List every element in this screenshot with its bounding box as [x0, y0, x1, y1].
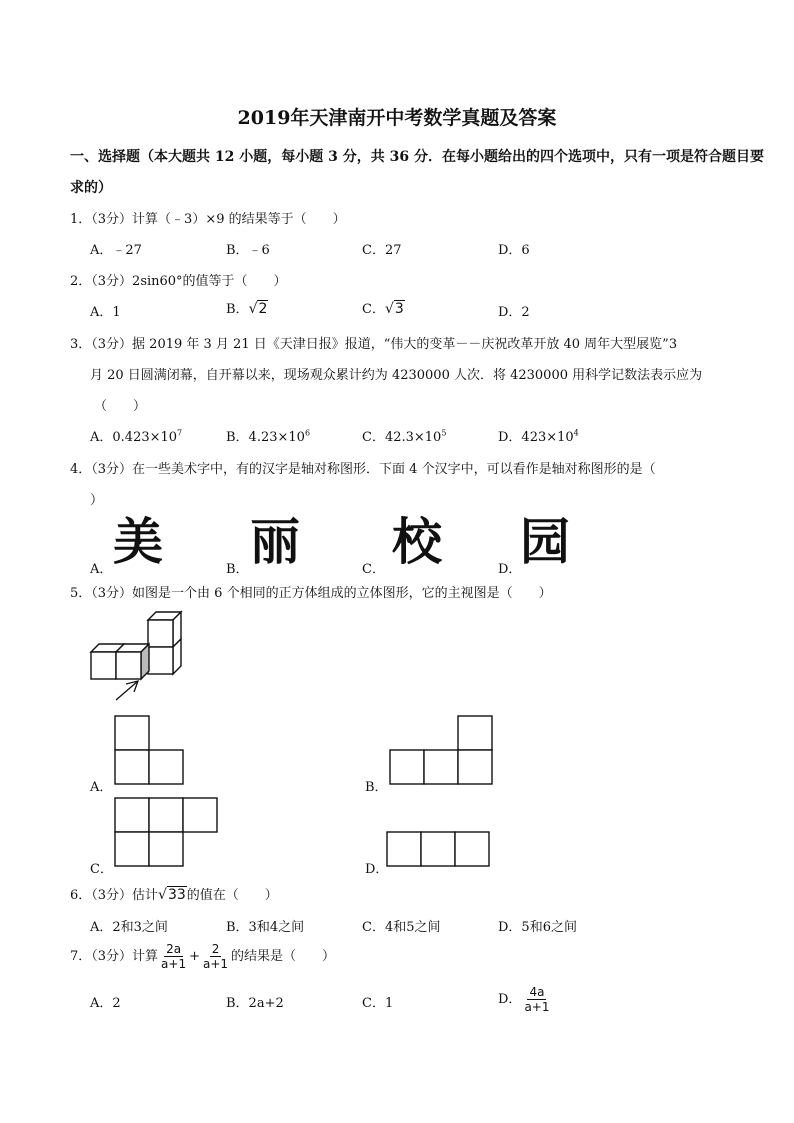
q7-option-d	[498, 985, 552, 1014]
q5-option-d-figure	[387, 832, 492, 868]
page-title: 2019年天津南开中考数学真题及答案	[237, 107, 557, 129]
q5-label-d: D．	[365, 862, 389, 877]
q3-option-d	[498, 426, 579, 445]
question-2-stem: 2．（3分）2sin60°的值等于（ ）	[70, 274, 287, 289]
q1-option-a: A．﹣27	[90, 243, 142, 258]
sqrt-symbol: √3	[384, 301, 404, 317]
q6-option-b: B．3和4之间	[226, 920, 305, 935]
q7-stem-post: 的结果是（ ）	[231, 949, 336, 964]
q3-option-d-exp: 4	[573, 428, 579, 438]
question-7-stem	[70, 942, 335, 971]
q3-option-d-base: D．423×10	[498, 430, 574, 445]
q3-option-a-base: A．0.423×10	[90, 430, 178, 445]
q7-fraction-2	[201, 942, 230, 971]
art-char-b: 丽	[250, 513, 300, 571]
q7-frac2-num: 2	[211, 942, 220, 956]
q3-option-b	[226, 426, 310, 445]
q2-option-c	[362, 298, 405, 317]
q5-label-c: C．	[90, 862, 113, 877]
q3-option-a-exp: 7	[177, 428, 183, 438]
sqrt-symbol: √33	[158, 887, 186, 903]
q3-option-c-base: C．42.3×10	[362, 430, 442, 445]
art-char-a: 美	[113, 513, 163, 571]
q6-option-d: D．5和6之间	[498, 920, 577, 935]
q5-option-a-figure	[115, 716, 185, 786]
q7-option-b: B．2a+2	[226, 996, 284, 1011]
question-3-line1: 3．（3分）据 2019 年 3 月 21 日《天津日报》报道，“伟大的变革－－庆祝改革开放 40 周年大型展览”3	[70, 337, 678, 352]
section-header-line2: 求的）	[70, 180, 112, 196]
q2-option-b	[226, 298, 268, 317]
q7-frac2-den: a+1	[203, 957, 229, 971]
q1-option-b: B．﹣6	[226, 243, 270, 258]
q7-optd-num: 4a	[529, 985, 545, 999]
q4-label-d: D．	[498, 562, 522, 577]
q4-label-c: C．	[362, 562, 385, 577]
q3-option-c	[362, 426, 446, 445]
question-1-stem: 1．（3分）计算（﹣3）×9 的结果等于（ ）	[70, 212, 346, 227]
q6-option-a: A．2和3之间	[90, 920, 168, 935]
q7-option-d-fraction	[522, 985, 551, 1014]
question-4-line2: ）	[90, 493, 104, 508]
q2-option-c-label: C．	[362, 302, 385, 317]
q6-stem-post: 的值在（ ）	[186, 888, 278, 903]
q6-radicand: 33	[167, 887, 186, 903]
question-6-stem	[70, 884, 278, 903]
q2-option-d: D．2	[498, 305, 530, 320]
q4-label-b: B．	[226, 562, 249, 577]
q2-option-c-radicand: 3	[394, 301, 404, 317]
q7-plus: +	[189, 949, 200, 964]
q5-label-a: A．	[90, 780, 113, 795]
art-char-d: 园	[520, 513, 570, 571]
q5-option-b-figure	[390, 716, 495, 786]
q3-option-b-base: B．4.23×10	[226, 430, 305, 445]
section-header-line1: 一、选择题（本大题共 12 小题，每小题 3 分，共 36 分．在每小题给出的四个选项中，只有一项是符合题目要	[70, 149, 764, 165]
q2-option-a: A．1	[90, 305, 121, 320]
question-4-line1: 4．（3分）在一些美术字中，有的汉字是轴对称图形．下面 4 个汉字中，可以看作是轴对称图形的是（	[70, 462, 656, 477]
q7-optd-den: a+1	[524, 1000, 550, 1014]
q7-fraction-1	[159, 942, 188, 971]
cube-solid-figure	[86, 612, 186, 704]
q5-label-b: B．	[365, 780, 388, 795]
q7-stem-pre: 7．（3分）计算	[70, 949, 159, 964]
q7-option-c: C．1	[362, 996, 394, 1011]
q3-option-a	[90, 426, 182, 445]
q2-option-b-radicand: 2	[258, 301, 268, 317]
q4-label-a: A．	[90, 562, 113, 577]
art-char-c: 校	[392, 513, 442, 571]
q6-stem-pre: 6．（3分）估计	[70, 888, 159, 903]
q7-frac1-num: 2a	[166, 942, 182, 956]
sqrt-symbol: √2	[248, 301, 268, 317]
q7-option-a: A．2	[90, 996, 121, 1011]
q2-option-b-label: B．	[226, 302, 249, 317]
question-5-stem: 5．（3分）如图是一个由 6 个相同的正方体组成的立体图形，它的主视图是（ ）	[70, 586, 552, 601]
q6-option-c: C．4和5之间	[362, 920, 441, 935]
q7-frac1-den: a+1	[161, 957, 187, 971]
q3-option-c-exp: 5	[441, 428, 447, 438]
q7-option-d-label: D．	[498, 992, 522, 1007]
question-3-line3: （ ）	[94, 399, 147, 414]
q1-option-c: C．27	[362, 243, 402, 258]
question-3-line2: 月 20 日圆满闭幕，自开幕以来，现场观众累计约为 4230000 人次．将 4230000 用科学记数法表示应为	[90, 368, 703, 383]
q1-option-d: D．6	[498, 243, 530, 258]
q5-option-c-figure	[115, 798, 220, 868]
q3-option-b-exp: 6	[304, 428, 311, 438]
